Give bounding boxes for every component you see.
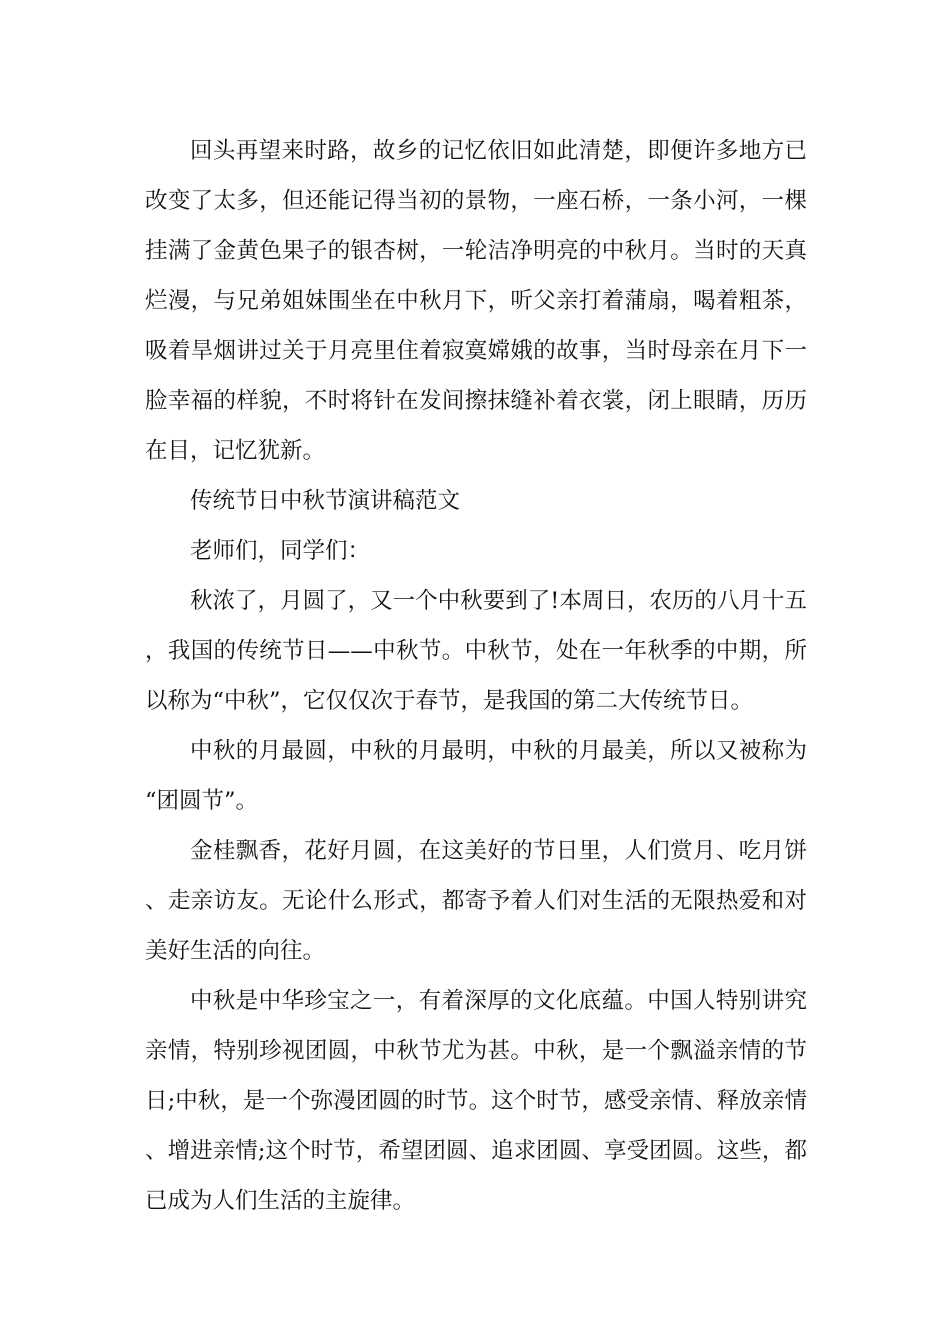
section-title: 传统节日中秋节演讲稿范文 — [190, 488, 461, 514]
paragraph-customs: 金桂飘香，花好月圆，在这美好的节日里，人们赏月、吃月饼、走亲访友。无论什么形式，都寄予着人们对生活的无限热爱和对美好生活的向往。 — [145, 838, 807, 964]
paragraph-intro: 秋浓了，月圆了，又一个中秋要到了!本周日，农历的八月十五，我国的传统节日——中秋节。中秋节，处在一年秋季的中期，所以称为“中秋”，它仅仅次于春节，是我国的第二大传统节日。 — [145, 588, 807, 714]
paragraph-memory: 回头再望来时路，故乡的记忆依旧如此清楚，即便许多地方已改变了太多，但还能记得当初的景物，一座石桥，一条小河，一棵挂满了金黄色果子的银杏树，一轮洁净明亮的中秋月。当时的天真烂漫，与兄弟姐妹围坐在中秋月下，听父亲打着蒲扇，喝着粗茶，吸着旱烟讲过关于月亮里住着寂寞嫦娥的故事，当时母亲在月下一脸幸福的样貌，不时将针在发间擦抹缝补着衣裳，闭上眼睛，历历在目，记忆犹新。 — [145, 138, 807, 464]
paragraph-moon: 中秋的月最圆，中秋的月最明，中秋的月最美，所以又被称为“团圆节”。 — [145, 738, 807, 814]
paragraph-culture: 中秋是中华珍宝之一，有着深厚的文化底蕴。中国人特别讲究亲情，特别珍视团圆，中秋节尤为甚。中秋，是一个飘溢亲情的节日;中秋，是一个弥漫团圆的时节。这个时节，感受亲情、释放亲情、增进亲情;这个时节，希望团圆、追求团圆、享受团圆。这些，都已成为人们生活的主旋律。 — [145, 988, 807, 1214]
document-body — [145, 126, 807, 1226]
salutation: 老师们，同学们： — [190, 538, 371, 564]
